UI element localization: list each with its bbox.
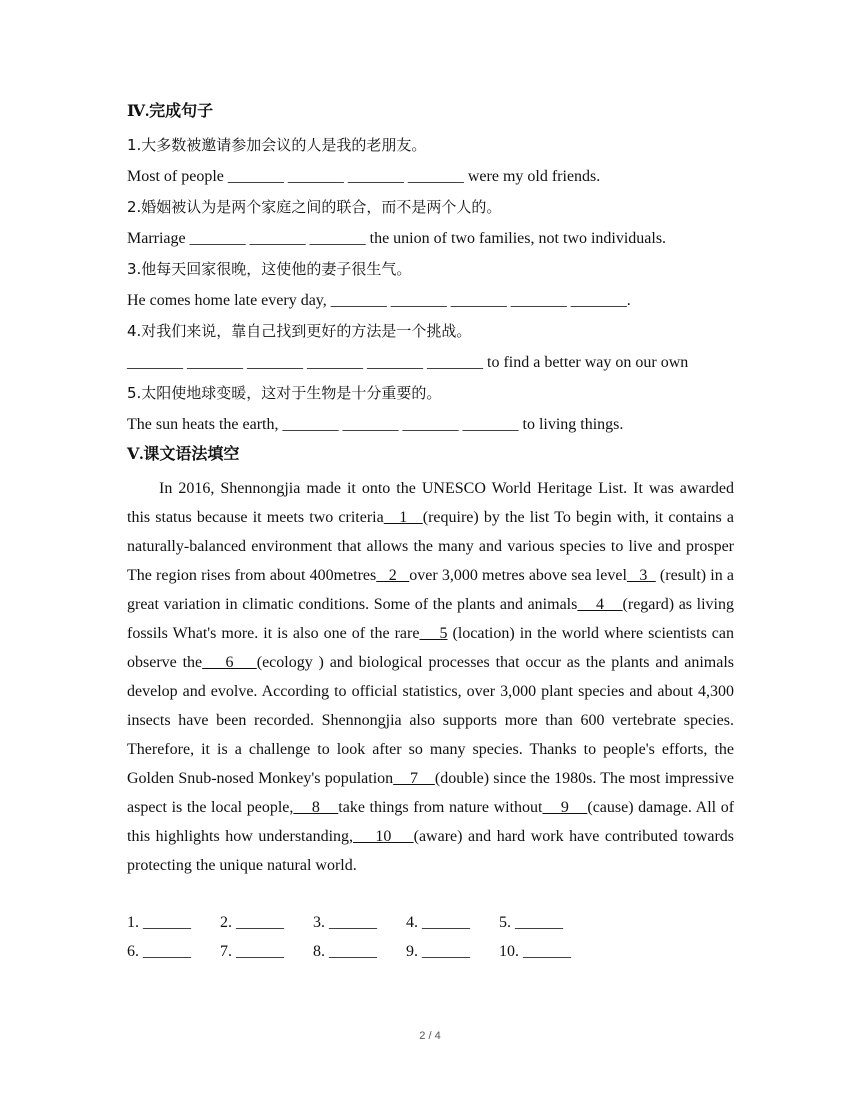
passage-text: (ecology ) and biological processes that occur as the plants and animals develop and evolve. According to official statistics, over 3,000 plant species and about 4,300 insects have been recorded. Shennongjia also supports more than 600 vertebrate species. Therefore, it is a challenge to look after so many species. Thanks to people's efforts, the Golden Snub-nosed Monkey's population — [127, 654, 735, 787]
answer-slot-7: 7. ______ — [220, 943, 284, 960]
cloze-passage — [127, 474, 734, 880]
answer-slot-1: 1. ______ — [127, 914, 191, 931]
sentence-5-english: The sun heats the earth, _______ _______ _______ _______ to living things. — [127, 416, 624, 433]
sentence-1-chinese: 1.大多数被邀请参加会议的人是我的老朋友。 — [127, 136, 427, 154]
answer-slot-10: 10. ______ — [499, 943, 571, 960]
blank-9: 9 — [542, 799, 588, 816]
sentence-5-chinese: 5.太阳使地球变暖，这对于生物是十分重要的。 — [127, 384, 442, 402]
passage-text: (require) by the list To begin with, it contains a naturally-balanced environment that allows the many and various species to live and prosper The region rises from about 400metres — [127, 509, 734, 584]
passage-text: In 2016, Shennongjia made it onto the UNESCO World Heritage List. It was awarded this status because it meets two criteria — [127, 480, 734, 526]
sentence-2-chinese: 2.婚姻被认为是两个家庭之间的联合，而不是两个人的。 — [127, 198, 502, 216]
answer-slot-3: 3. ______ — [313, 914, 377, 931]
section-4-heading: Ⅳ.完成句子 — [127, 103, 214, 120]
sentence-3-chinese: 3.他每天回家很晚，这使他的妻子很生气。 — [127, 260, 412, 278]
passage-text: (cause) damage. All of this highlights how understanding, — [127, 799, 735, 845]
blank-5: 5 — [419, 625, 448, 642]
blank-7: 7 — [393, 770, 435, 787]
blank-4: 4 — [577, 596, 623, 613]
passage-text: over 3,000 metres above sea level — [409, 567, 627, 584]
answer-slot-4: 4. ______ — [406, 914, 470, 931]
sentence-2-english: Marriage _______ _______ _______ the union of two families, not two individuals. — [127, 230, 667, 247]
answer-slot-8: 8. ______ — [313, 943, 377, 960]
blank-3: 3 — [626, 567, 656, 584]
answer-row-2 — [127, 942, 592, 962]
passage-text: (regard) as living fossils What's more. it is also one of the rare — [127, 596, 735, 642]
blank-1: 1 — [383, 509, 423, 526]
passage-text: take things from nature without — [338, 799, 543, 816]
passage-text: (aware) and hard work have contributed towards protecting the unique natural world. — [127, 828, 735, 874]
blank-10: 10 — [353, 828, 414, 845]
page-number: 2 / 4 — [419, 1030, 441, 1042]
answer-slot-6: 6. ______ — [127, 943, 191, 960]
passage-text: (result) in a great variation in climatic conditions. Some of the plants and animals — [127, 567, 735, 613]
blank-8: 8 — [293, 799, 339, 816]
sentence-1-english: Most of people _______ _______ _______ _______ were my old friends. — [127, 168, 601, 185]
sentence-4-english: _______ _______ _______ _______ _______ _______ to find a better way on our own — [127, 354, 689, 371]
blank-6: 6 — [202, 654, 257, 671]
answer-slot-5: 5. ______ — [499, 914, 563, 931]
blank-2: 2 — [376, 567, 410, 584]
answer-slot-2: 2. ______ — [220, 914, 284, 931]
sentence-3-english: He comes home late every day, _______ _______ _______ _______ _______. — [127, 292, 631, 309]
section-5-heading: Ⅴ.课文语法填空 — [127, 446, 240, 463]
answer-row-1 — [127, 913, 592, 933]
sentence-4-chinese: 4.对我们来说，靠自己找到更好的方法是一个挑战。 — [127, 322, 472, 340]
answer-slot-9: 9. ______ — [406, 943, 470, 960]
passage-text: (location) in the world where scientists can observe the — [127, 625, 735, 671]
passage-text: (double) since the 1980s. The most impressive aspect is the local people, — [127, 770, 735, 816]
